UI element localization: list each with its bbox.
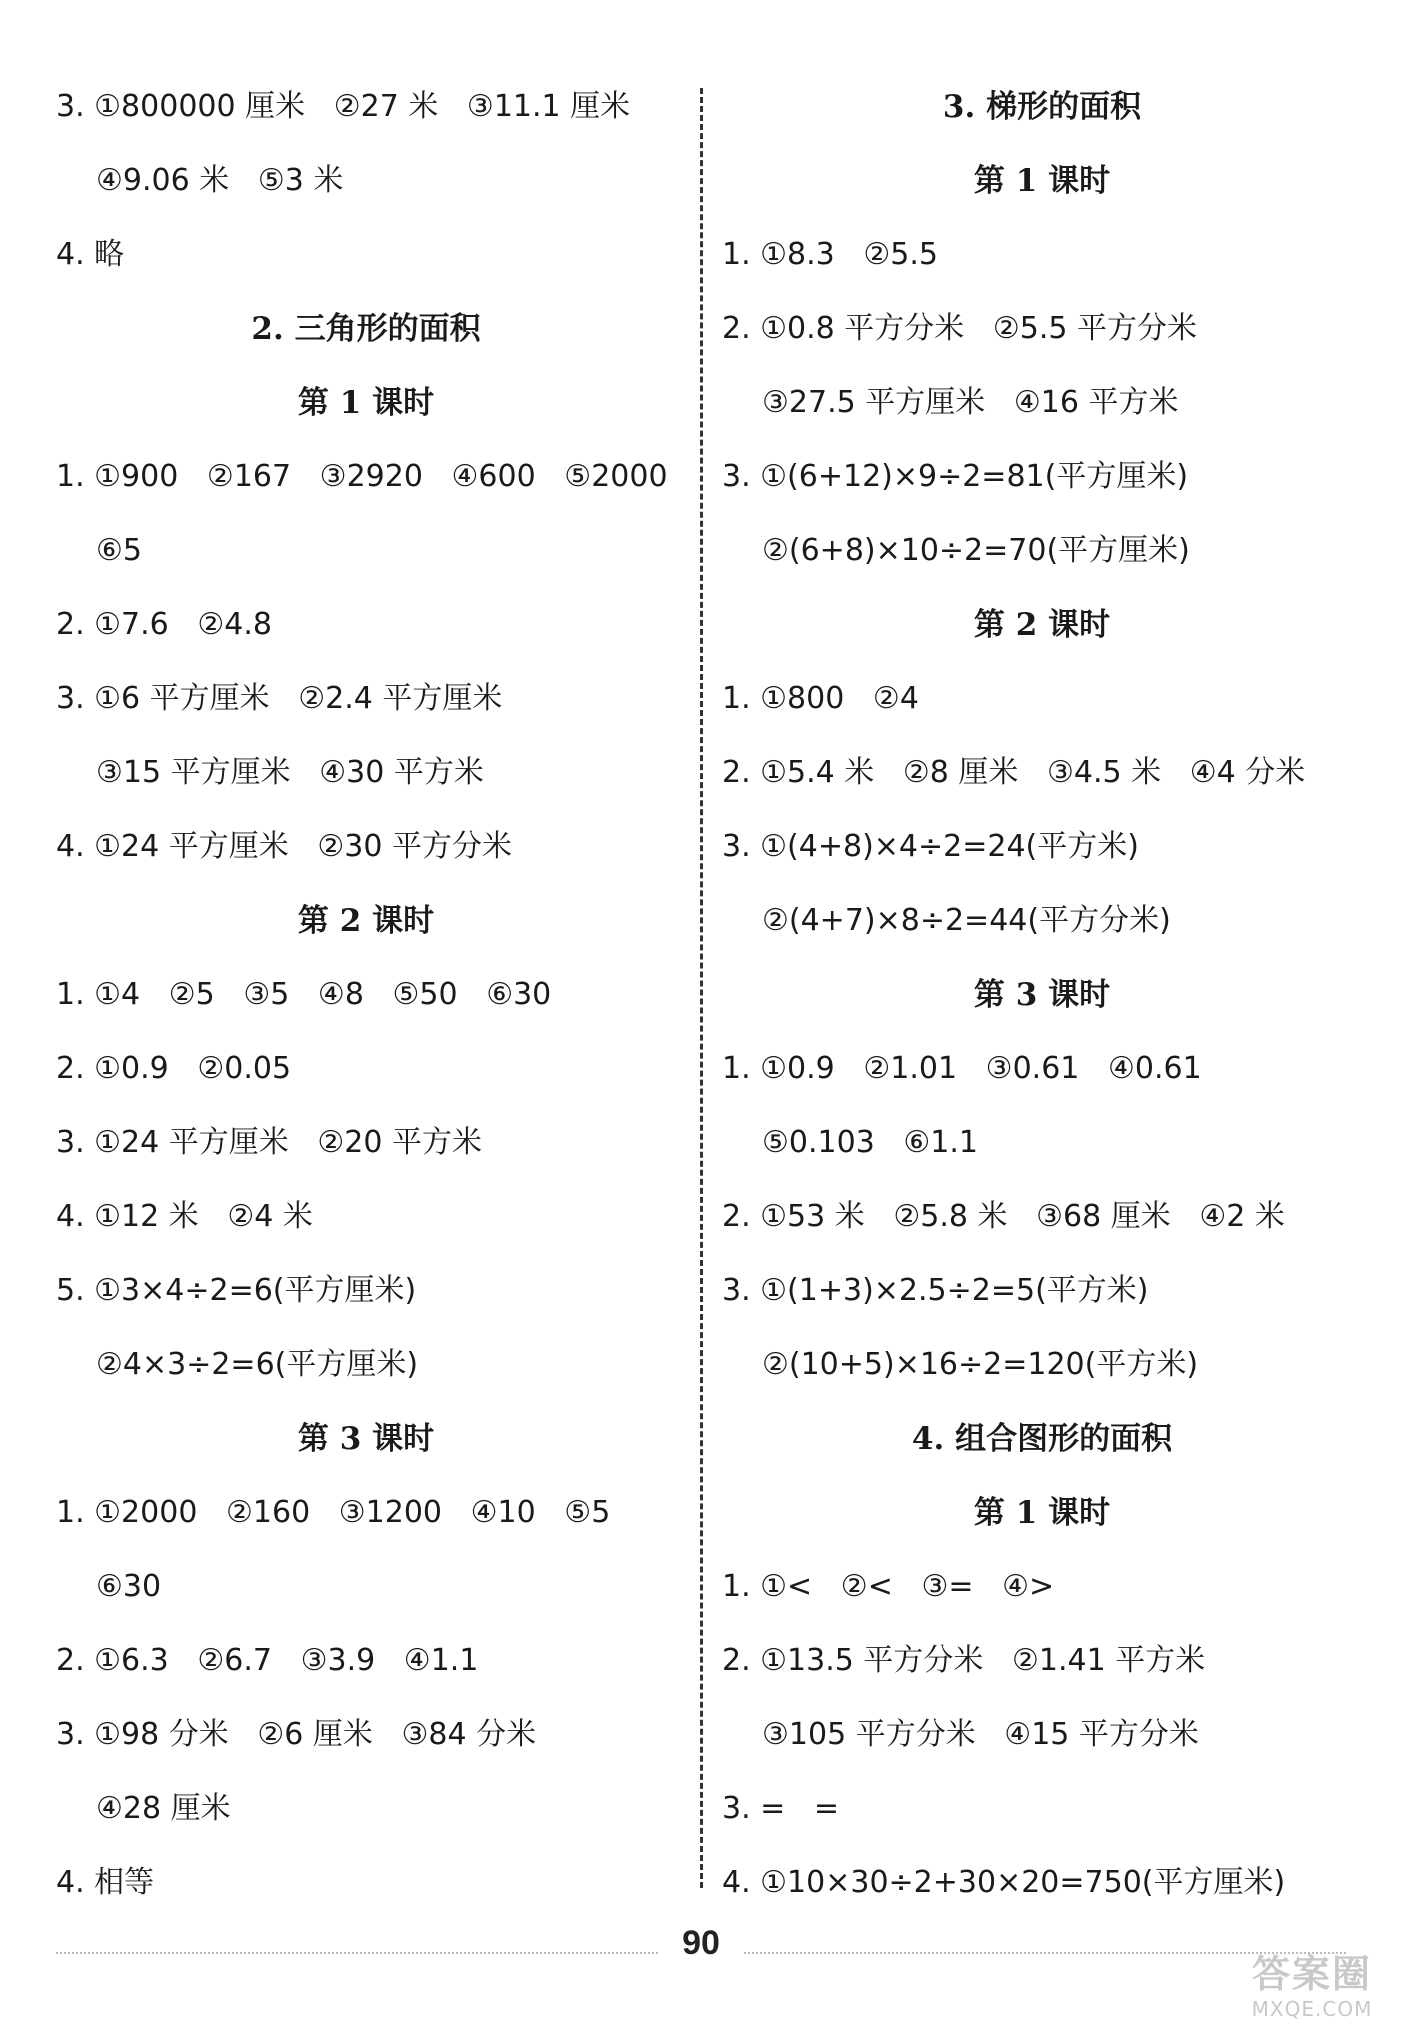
answer-continuation: ③15 平方厘米 ④30 平方米 [96, 755, 484, 790]
section-heading: 2. 三角形的面积 [251, 311, 481, 347]
answer-item: 4. 相等 [56, 1865, 155, 1900]
section-heading: 第 1 课时 [973, 163, 1111, 199]
answer-continuation: ⑤0.103 ⑥1.1 [762, 1125, 978, 1160]
answer-continuation: ②(6+8)×10÷2=70(平方厘米) [762, 533, 1190, 568]
answer-item: 2. ①53 米 ②5.8 米 ③68 厘米 ④2 米 [722, 1199, 1285, 1234]
answer-item: 4. ①24 平方厘米 ②30 平方分米 [56, 829, 512, 864]
section-heading: 第 2 课时 [973, 607, 1111, 643]
answer-item: 1. ①2000 ②160 ③1200 ④10 ⑤5 [56, 1495, 611, 1530]
answer-continuation: ④28 厘米 [96, 1791, 231, 1826]
section-heading: 4. 组合图形的面积 [911, 1421, 1173, 1457]
answer-item: 4. ①12 米 ②4 米 [56, 1199, 313, 1234]
page-number: 90 [660, 1918, 742, 1968]
answer-item: 3. ①(6+12)×9÷2=81(平方厘米) [722, 459, 1189, 494]
answer-item: 3. ①98 分米 ②6 厘米 ③84 分米 [56, 1717, 537, 1752]
answer-continuation: ③105 平方分米 ④15 平方分米 [762, 1717, 1199, 1752]
answer-continuation: ②(4+7)×8÷2=44(平方分米) [762, 903, 1171, 938]
column-divider [700, 88, 703, 1888]
answer-continuation: ⑥30 [96, 1569, 162, 1604]
answer-item: 1. ①800 ②4 [722, 681, 919, 716]
section-heading: 第 1 课时 [297, 385, 435, 421]
left-answer-column [56, 70, 676, 1920]
answer-item: 3. ①6 平方厘米 ②2.4 平方厘米 [56, 681, 503, 716]
answer-continuation: ②(10+5)×16÷2=120(平方米) [762, 1347, 1199, 1382]
section-heading: 第 2 课时 [297, 903, 435, 939]
answer-item: 3. ①800000 厘米 ②27 米 ③11.1 厘米 [56, 89, 631, 124]
section-heading: 第 3 课时 [973, 977, 1111, 1013]
answer-item: 1. ①< ②< ③= ④> [722, 1569, 1055, 1604]
answer-item: 2. ①7.6 ②4.8 [56, 607, 272, 642]
answer-item: 2. ①0.9 ②0.05 [56, 1051, 292, 1086]
watermark-main-text: 答案圈 [1251, 1952, 1372, 1996]
watermark-sub-text: MXQE.COM [1251, 1997, 1373, 2021]
answer-item: 3. = = [722, 1791, 840, 1826]
answer-continuation: ④9.06 米 ⑤3 米 [96, 163, 344, 198]
answer-item: 2. ①0.8 平方分米 ②5.5 平方分米 [722, 311, 1198, 346]
answer-item: 2. ①5.4 米 ②8 厘米 ③4.5 米 ④4 分米 [722, 755, 1306, 790]
section-heading: 第 3 课时 [297, 1421, 435, 1457]
answer-continuation: ②4×3÷2=6(平方厘米) [96, 1347, 419, 1382]
answer-item: 3. ①(4+8)×4÷2=24(平方米) [722, 829, 1139, 864]
answer-item: 5. ①3×4÷2=6(平方厘米) [56, 1273, 417, 1308]
section-heading: 3. 梯形的面积 [942, 89, 1142, 125]
answer-item: 1. ①8.3 ②5.5 [722, 237, 938, 272]
answer-continuation: ⑥5 [96, 533, 142, 568]
answer-item: 3. ①24 平方厘米 ②20 平方米 [56, 1125, 482, 1160]
answer-item: 4. ①10×30÷2+30×20=750(平方厘米) [722, 1865, 1286, 1900]
answer-item: 1. ①900 ②167 ③2920 ④600 ⑤2000 [56, 459, 668, 494]
answer-item: 1. ①4 ②5 ③5 ④8 ⑤50 ⑥30 [56, 977, 552, 1012]
watermark-logo [1232, 1952, 1392, 2028]
answer-item: 3. ①(1+3)×2.5÷2=5(平方米) [722, 1273, 1149, 1308]
answer-continuation: ③27.5 平方厘米 ④16 平方米 [762, 385, 1179, 420]
answer-item: 1. ①0.9 ②1.01 ③0.61 ④0.61 [722, 1051, 1202, 1086]
section-heading: 第 1 课时 [973, 1495, 1111, 1531]
answer-item: 2. ①13.5 平方分米 ②1.41 平方米 [722, 1643, 1206, 1678]
right-answer-column [722, 70, 1362, 1920]
answer-item: 2. ①6.3 ②6.7 ③3.9 ④1.1 [56, 1643, 479, 1678]
answer-item: 4. 略 [56, 237, 125, 272]
